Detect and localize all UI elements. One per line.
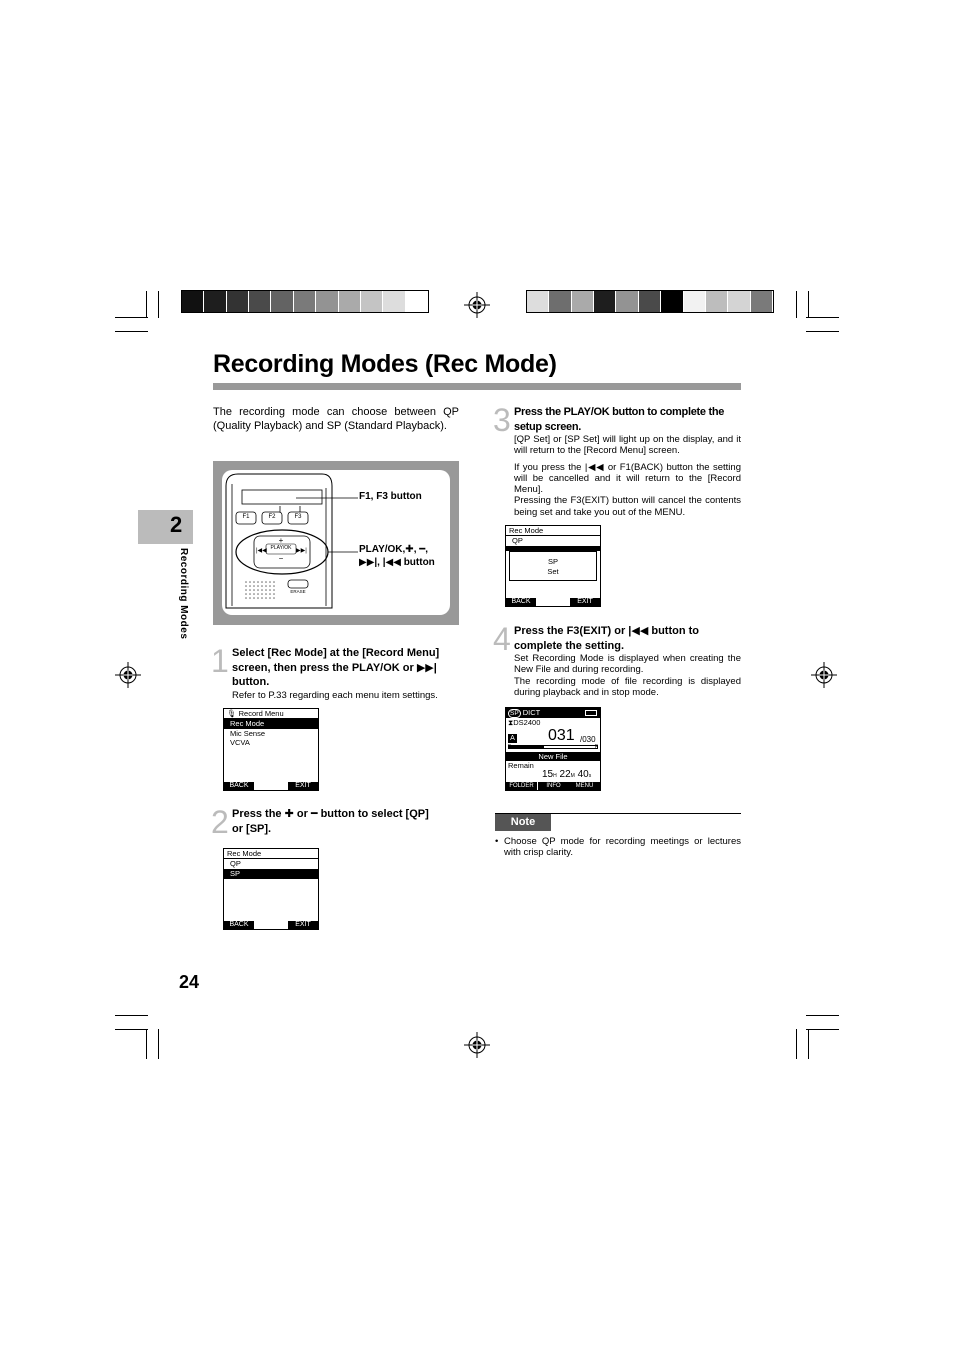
lcd-status-bar [506, 708, 600, 718]
play-ok-button: PLAY/OK [270, 545, 292, 551]
bar-start-label: E [508, 744, 512, 750]
chapter-tab [138, 510, 193, 544]
file-total: /030 [580, 735, 596, 744]
registration-mark-icon [464, 1032, 490, 1058]
lcd-info-softkey: INFO [538, 782, 569, 790]
crop-mark [158, 1029, 159, 1059]
chapter-number: 2 [170, 512, 183, 537]
step-number: 3 [493, 402, 511, 438]
crop-mark [115, 1029, 148, 1030]
lcd-menu-item: QP [230, 859, 241, 868]
color-swatch [684, 291, 706, 312]
remain-hours: 15 [542, 769, 554, 780]
lcd-stop-screen [505, 707, 601, 791]
crop-mark [796, 291, 797, 318]
remain-label: Remain [508, 761, 534, 770]
step-heading-line: Press the PLAY/OK button to complete the [514, 406, 725, 418]
color-swatch [294, 291, 316, 312]
callout-play-buttons: PLAY/OK,✚, ━, [359, 544, 429, 555]
step-body: Refer to P.33 regarding each menu item settings. [232, 690, 438, 701]
crop-mark [146, 291, 147, 318]
lcd-menu-softkey: MENU [569, 782, 600, 790]
crop-mark [115, 317, 148, 318]
rec-mode-badge: SP [510, 710, 519, 717]
lcd-exit-softkey: EXIT [570, 598, 600, 606]
intro-text: The recording mode can choose between QP (Quality Playback) and SP (Standard Playback). [213, 406, 459, 432]
color-swatch [227, 291, 249, 312]
crop-mark [808, 291, 809, 318]
page-number: 24 [179, 972, 200, 992]
step-heading-line: Select [Rec Mode] at the [Record Menu] [232, 647, 440, 659]
folder-letter-badge: A [508, 734, 517, 743]
plus-button: + [278, 536, 284, 545]
lcd-menu-item: SP [224, 869, 318, 879]
page-title: Recording Modes (Rec Mode) [213, 350, 557, 378]
file-number: 031 [548, 727, 575, 744]
color-swatch [316, 291, 338, 312]
minus-button: − [278, 554, 284, 563]
step-paragraph: The recording mode of file recording is displayed during playback and in stop mode. [514, 675, 741, 698]
color-swatch [661, 291, 683, 312]
color-swatch [751, 291, 773, 312]
lcd-popup-line: Set [547, 567, 559, 576]
color-swatch [594, 291, 616, 312]
color-swatch [706, 291, 728, 312]
color-swatch [249, 291, 271, 312]
step-paragraph: If you press the |◀◀ or F1(BACK) button the setting will be cancelled and it will return to the [Record Menu]. [514, 461, 741, 496]
step-heading [232, 646, 462, 690]
crop-mark [796, 1029, 797, 1059]
lcd-folder-name: DICT [522, 708, 541, 717]
color-bar-right [526, 290, 774, 313]
lcd-folder-softkey: FOLDER [506, 782, 537, 790]
lcd-title [224, 709, 318, 719]
color-swatch [549, 291, 571, 312]
device-panel [222, 470, 450, 615]
lcd-menu-item: QP [512, 536, 523, 545]
color-swatch [572, 291, 594, 312]
step-heading-line: complete the setting. [514, 639, 625, 652]
unit-minutes: M [570, 773, 575, 779]
lcd-menu-item: VCVA [230, 738, 250, 747]
lcd-title: Rec Mode [224, 849, 318, 859]
fast-forward-icon: ▶▶| [296, 548, 307, 554]
hourglass-icon: ⧗ [508, 718, 514, 727]
color-swatch [383, 291, 405, 312]
step-paragraph: Set Recording Mode is displayed when creating the New File and during recording. [514, 653, 741, 676]
step-heading-line: screen, then press the PLAY/OK or ▶▶| [232, 661, 437, 674]
step-number: 4 [493, 621, 511, 657]
lcd-rec-mode [223, 848, 319, 930]
step-body [514, 653, 741, 698]
registration-mark-icon [115, 662, 141, 688]
mic-icon: 🎙 [227, 709, 237, 718]
step-heading-line: Press the F3(EXIT) or |◀◀ button to [514, 625, 700, 637]
step-heading [514, 405, 742, 434]
step-paragraph: [QP Set] or [SP Set] will light up on the display, and it will return to the [Record Menu] screen. [514, 434, 741, 457]
color-swatch [616, 291, 638, 312]
step-heading [514, 624, 741, 653]
step-paragraph: Pressing the F3(EXIT) button will cancel the contents being set and take you out of the MENU. [514, 495, 741, 518]
f3-button: F3 [294, 514, 302, 520]
device-illustration [213, 461, 459, 625]
new-file-banner: New File [506, 752, 600, 761]
lcd-title-text: Record Menu [238, 709, 284, 718]
rewind-icon: |◀◀ [256, 548, 267, 554]
crop-mark [158, 291, 159, 318]
lcd-exit-softkey: EXIT [288, 782, 318, 790]
registration-mark-icon [811, 662, 837, 688]
lcd-back-softkey: BACK [506, 598, 536, 606]
bar-end-label: F [594, 744, 598, 750]
crop-mark [115, 331, 148, 332]
remain-time [542, 769, 591, 780]
f1-button: F1 [242, 514, 250, 520]
lcd-title: Rec Mode [506, 526, 600, 536]
crop-mark [806, 1015, 839, 1016]
callout-f-buttons: F1, F3 button [359, 491, 422, 502]
lcd-rec-mode-set [505, 525, 601, 607]
color-swatch [182, 291, 204, 312]
color-swatch [361, 291, 383, 312]
unit-hours: H [553, 773, 557, 779]
remain-minutes: 22 [559, 769, 571, 780]
lcd-exit-softkey: EXIT [288, 921, 318, 929]
battery-icon [585, 710, 597, 716]
erase-button: ERASE [290, 589, 306, 594]
callout-skip-buttons: ▶▶|, |◀◀ button [359, 557, 435, 568]
lcd-record-menu [223, 708, 319, 791]
lcd-popup-line: SP [547, 557, 558, 566]
color-swatch [271, 291, 293, 312]
color-swatch [339, 291, 361, 312]
crop-mark [146, 1029, 147, 1059]
title-underline [213, 383, 741, 390]
step-number: 2 [211, 804, 229, 840]
lcd-popup [509, 551, 597, 581]
color-swatch [527, 291, 549, 312]
step-heading-line: button. [232, 676, 270, 688]
lcd-back-softkey: BACK [224, 782, 254, 790]
note-label: Note [495, 814, 551, 831]
step-body [514, 434, 741, 518]
note-text: • Choose QP mode for recording meetings or lectures with crisp clarity. [495, 836, 741, 859]
color-swatch [639, 291, 661, 312]
crop-mark [808, 1029, 809, 1059]
lcd-menu-item: Rec Mode [224, 719, 318, 729]
color-swatch [406, 291, 428, 312]
remain-seconds: 40 [577, 769, 589, 780]
crop-mark [806, 331, 839, 332]
registration-mark-icon [464, 292, 490, 318]
step-heading [232, 807, 462, 836]
step-heading-line: Press the ✚ or ━ button to select [QP] [232, 808, 429, 820]
step-heading-line: or [SP]. [232, 822, 272, 835]
position-bar-fill [509, 746, 544, 748]
position-bar [508, 745, 598, 749]
color-swatch [728, 291, 750, 312]
f2-button: F2 [268, 514, 276, 520]
lcd-model: DS2400 [513, 718, 541, 727]
step-heading-line: setup screen. [514, 420, 582, 433]
crop-mark [806, 1029, 839, 1030]
crop-mark [806, 317, 839, 318]
lcd-menu-item: Mic Sense [230, 729, 266, 738]
crop-mark [115, 1015, 148, 1016]
unit-seconds: s [588, 773, 592, 779]
color-swatch [204, 291, 226, 312]
lcd-back-softkey: BACK [224, 921, 254, 929]
step-number: 1 [211, 643, 229, 679]
chapter-label: Recording Modes [178, 548, 189, 640]
color-bar-left [181, 290, 429, 313]
